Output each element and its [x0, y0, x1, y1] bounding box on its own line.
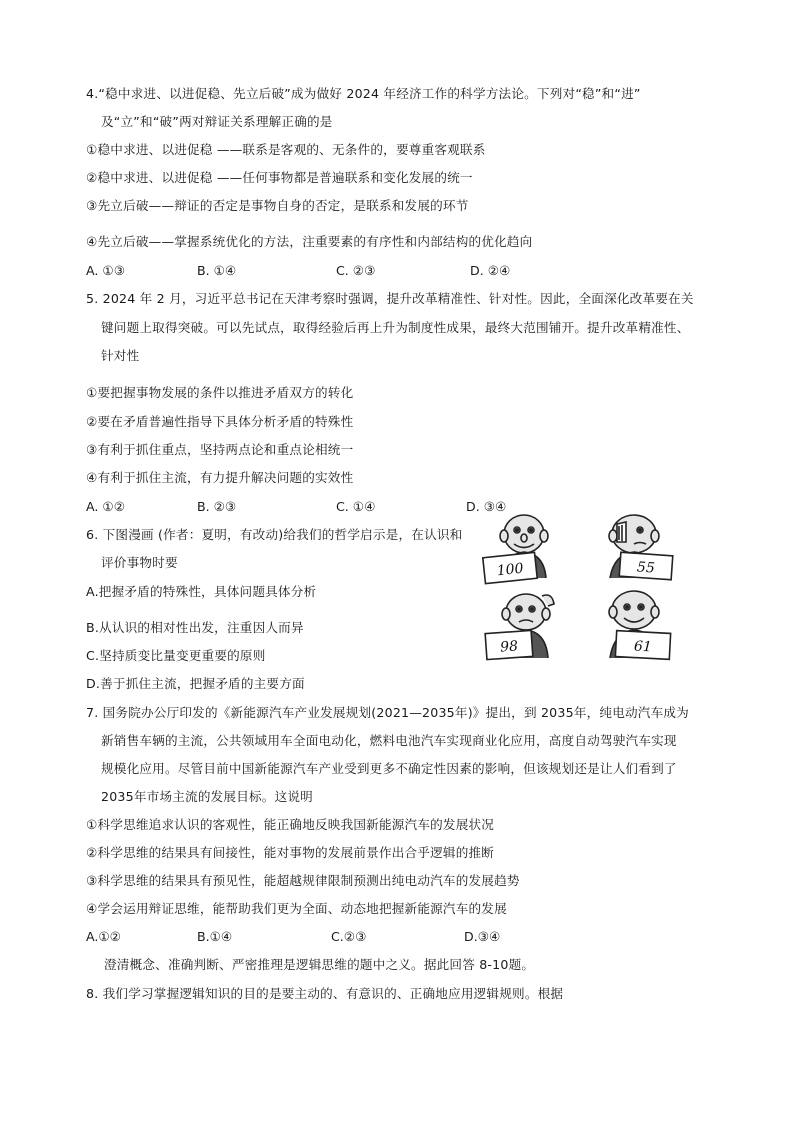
- comic-figure-bottom-left: [485, 594, 554, 660]
- q6-option-a: A.把握矛盾的特殊性，具体问题具体分析: [86, 584, 317, 599]
- q7-option-c: C.②③: [331, 929, 367, 944]
- comic-figure-top-left: [483, 515, 548, 584]
- comic-figure-top-right: [609, 515, 673, 580]
- q8-stem-line-1: 8. 我们学习掌握逻辑知识的目的是要主动的、有意识的、正确地应用逻辑规则。根据: [86, 986, 564, 1001]
- q7-item-2: ②科学思维的结果具有间接性，能对事物的发展前景作出合乎逻辑的推断: [86, 845, 495, 860]
- q4-stem-line-2: 及“立”和“破”两对辩证关系理解正确的是: [101, 114, 333, 129]
- q4-item-2: ②稳中求进、以进促稳 ——任何事物都是普遍联系和变化发展的统一: [86, 170, 473, 185]
- q6-stem-line-2: 评价事物时要: [101, 555, 178, 570]
- q7-stem-line-3: 规模化应用。尽管目前中国新能源汽车产业受到更多不确定性因素的影响，但该规划还是让人们看到了: [101, 761, 677, 776]
- q7-option-b: B.①④: [197, 929, 233, 944]
- q5-option-d: D. ③④: [466, 499, 507, 514]
- q6-option-b: B.从认识的相对性出发，注重因人而异: [86, 620, 304, 635]
- intro-questions-8-10: 澄清概念、准确判断、严密推理是逻辑思维的题中之义。据此回答 8-10题。: [104, 957, 535, 972]
- q4-option-c: C. ②③: [336, 263, 376, 278]
- q5-stem-line-2: 键问题上取得突破。可以先试点，取得经验后再上升为制度性成果，最终大范围铺开。提升改革精准性、: [101, 320, 690, 335]
- comic-illustration: [474, 512, 686, 664]
- q5-option-b: B. ②③: [197, 499, 237, 514]
- q7-option-a: A.①②: [86, 929, 121, 944]
- q6-option-c: C.坚持质变比量变更重要的原则: [86, 648, 266, 663]
- comic-score-98: 98: [499, 638, 519, 656]
- q7-item-4: ④学会运用辩证思维，能帮助我们更为全面、动态地把握新能源汽车的发展: [86, 901, 507, 916]
- q7-item-1: ①科学思维追求认识的客观性，能正确地反映我国新能源汽车的发展状况: [86, 817, 495, 832]
- comic-score-61: 61: [633, 638, 653, 656]
- q5-item-2: ②要在矛盾普遍性指导下具体分析矛盾的特殊性: [86, 414, 354, 429]
- q4-item-4: ④先立后破——掌握系统优化的方法，注重要素的有序性和内部结构的优化趋向: [86, 234, 533, 249]
- q7-option-d: D.③④: [464, 929, 501, 944]
- q7-stem-line-1: 7. 国务院办公厅印发的《新能源汽车产业发展规划(2021—2035年)》提出，到 2035年，纯电动汽车成为: [86, 705, 689, 720]
- q6-option-d: D.善于抓住主流，把握矛盾的主要方面: [86, 676, 305, 691]
- q7-item-3: ③科学思维的结果具有预见性，能超越规律限制预测出纯电动汽车的发展趋势: [86, 873, 520, 888]
- q6-stem-line-1: 6. 下图漫画 (作者：夏明，有改动)给我们的哲学启示是，在认识和: [86, 527, 463, 542]
- q4-stem-line-1: 4.“稳中求进、以进促稳、先立后破”成为做好 2024 年经济工作的科学方法论。下列对“稳”和“进”: [86, 86, 641, 101]
- q5-stem-line-1: 5. 2024 年 2 月，习近平总书记在天津考察时强调，提升改革精准性、针对性。因此，全面深化改革要在关: [86, 291, 694, 306]
- q5-option-c: C. ①④: [336, 499, 376, 514]
- q4-option-d: D. ②④: [470, 263, 511, 278]
- q4-option-a: A. ①③: [86, 263, 125, 278]
- q7-stem-line-4: 2035年市场主流的发展目标。这说明: [101, 789, 313, 804]
- q4-item-1: ①稳中求进、以进促稳 ——联系是客观的、无条件的，要尊重客观联系: [86, 142, 486, 157]
- q7-stem-line-2: 新销售车辆的主流，公共领域用车全面电动化，燃料电池汽车实现商业化应用，高度自动驾驶汽车实现: [101, 733, 677, 748]
- q5-item-3: ③有利于抓住重点，坚持两点论和重点论相统一: [86, 442, 354, 457]
- q4-item-3: ③先立后破——辩证的否定是事物自身的否定，是联系和发展的环节: [86, 198, 469, 213]
- q5-item-1: ①要把握事物发展的条件以推进矛盾双方的转化: [86, 385, 354, 400]
- q5-stem-line-3: 针对性: [101, 348, 140, 363]
- q5-option-a: A. ①②: [86, 499, 125, 514]
- q4-option-b: B. ①④: [197, 263, 237, 278]
- comic-score-100: 100: [496, 560, 525, 580]
- comic-figure-bottom-right: [609, 591, 671, 659]
- q5-item-4: ④有利于抓住主流，有力提升解决问题的实效性: [86, 470, 354, 485]
- comic-score-55: 55: [636, 559, 656, 577]
